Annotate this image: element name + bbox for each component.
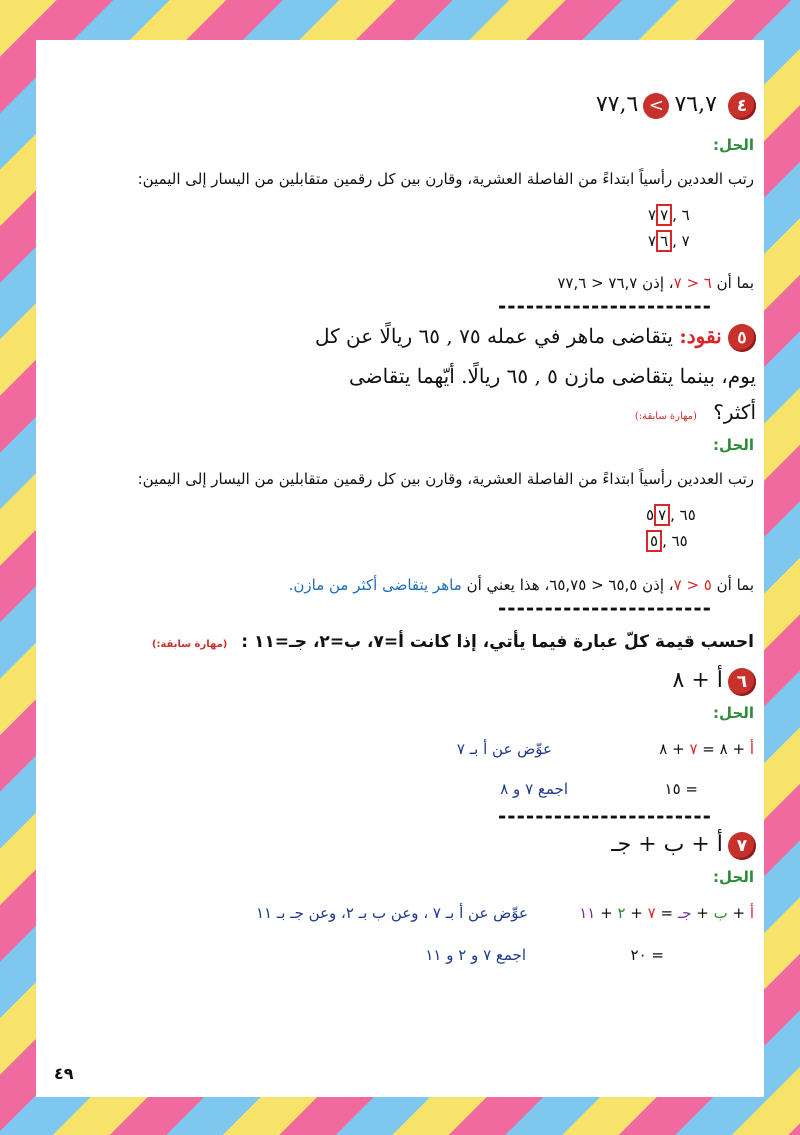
q5-solution-label: الحل: [713,436,754,454]
divider-2: ----------------------- [498,596,712,620]
q6-step-1-note: عوِّض عن أ بـ ٧ [456,740,552,758]
q6-solution-label: الحل: [713,704,754,722]
page-number: ٤٩ [54,1064,74,1083]
q7-step-1: أ + ب + جـ = ٧ + ٢ + ١١ [579,904,754,922]
q4-right-number: ٧٧,٦ [595,92,639,117]
q5-line-1: ٥ نقود: يتقاضى ماهر في عمله ٧٥ , ٦٥ ريالًا عن كل [315,324,756,352]
q4-left-number: ٧٦,٧ [674,92,717,117]
q4-header [596,92,756,120]
q7-step-2: = ٢٠ [630,946,664,964]
worksheet-page [36,40,764,1097]
q5-line-3: أكثر؟ (مهارة سابقة:) [634,400,756,424]
q5-line-2: يوم، بينما يتقاضى مازن ٥ , ٦٥ ريالًا. أيّهما يتقاضى [348,364,756,388]
q7-step-2-note: اجمع ٧ و ٢ و ١١ [425,946,526,964]
q6-step-2: = ١٥ [664,780,698,798]
q5-skill-tag: (مهارة سابقة:) [634,411,697,422]
divider-1: ----------------------- [498,294,712,318]
q6-number-badge: ٦ [728,668,756,696]
q4-conclusion: بما أن ٦ < ٧، إذن ٧٦,٧ < ٧٧,٦ [557,274,754,292]
q6-expression: أ + ٨ [672,668,723,693]
q6-step-1: أ + ٨ = ٧ + ٨ [659,740,754,758]
q5-number-badge: ٥ [728,324,756,352]
section-heading: احسب قيمة كلّ عبارة فيما يأتي، إذا كانت أ=٧، ب=٢، جـ=١١ : (مهارة سابقة:) [151,632,754,652]
q6-header [673,668,756,696]
q7-header [611,832,756,860]
q5-conclusion: بما أن ٥ < ٧، إذن ٦٥,٥ < ٦٥,٧٥، هذا يعني أن ماهر يتقاضى أكثر من مازن. [288,576,754,594]
q4-row-2: ٧ ,٦٧ [648,232,690,250]
q5-row-2: ٦٥ ,٥ [646,530,688,552]
q4-solution-label: الحل: [713,136,754,154]
q5-row-1-boxed-digit: ٧ [654,504,670,526]
q4-row-1: ٦ ,٧٧ [648,206,690,224]
q7-expression: أ + ب + جـ [611,832,723,857]
q6-step-2-note: اجمع ٧ و ٨ [500,780,568,798]
q4-compare-sign: > [643,93,669,119]
q4-instruction: رتب العددين رأسياً ابتداءً من الفاصلة العشرية، وقارن بين كل رقمين متقابلين من اليسار إلى اليمين: [137,170,754,188]
divider-3: ----------------------- [498,804,712,828]
q4-number-badge: ٤ [728,92,756,120]
q5-instruction: رتب العددين رأسياً ابتداءً من الفاصلة العشرية، وقارن بين كل رقمين متقابلين من اليسار إلى اليمين: [137,470,754,488]
q4-row-2-boxed-digit: ٦ [656,230,672,252]
q7-number-badge: ٧ [728,832,756,860]
q5-topic: نقود: [679,324,722,348]
section-skill-tag: (مهارة سابقة:) [151,639,228,650]
q7-step-1-note: عوِّض عن أ بـ ٧ ، وعن ب بـ ٢، وعن جـ بـ ١١ [255,904,528,922]
q7-solution-label: الحل: [713,868,754,886]
q5-row-2-boxed-digit: ٥ [646,530,662,552]
q5-row-1: ٦٥ ,٧٥ [646,506,696,524]
q4-row-1-boxed-digit: ٧ [656,204,672,226]
q5-result: ماهر يتقاضى أكثر من مازن. [288,576,462,594]
